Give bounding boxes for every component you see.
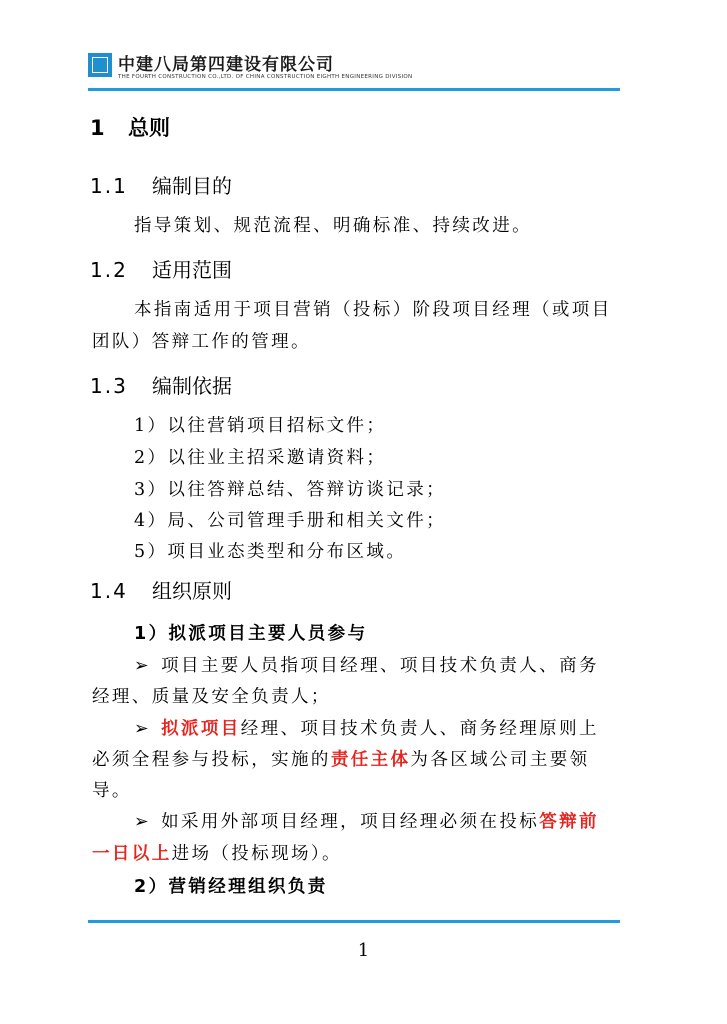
heading-number: 1.1 bbox=[90, 174, 128, 198]
list-item: 1）以往营销项目招标文件； bbox=[134, 416, 387, 436]
heading-title: 编制目的 bbox=[152, 174, 232, 198]
list-item: 2）以往业主招采邀请资料； bbox=[134, 448, 387, 468]
arrow-bullet-icon: ➢ bbox=[134, 812, 152, 832]
highlight-text: 答辩前 bbox=[539, 812, 599, 832]
heading-1-1 bbox=[90, 170, 232, 199]
section-title: 总则 bbox=[128, 116, 170, 140]
heading-1-2 bbox=[90, 254, 232, 283]
section-heading-1 bbox=[90, 112, 170, 142]
bullet-text: 为各区域公司主要领 bbox=[410, 750, 590, 770]
header-rule bbox=[88, 88, 620, 91]
bullet-text: 必须全程参与投标，实施的 bbox=[92, 750, 331, 770]
paragraph-line: 团队）答辩工作的管理。 bbox=[92, 332, 311, 352]
heading-title: 编制依据 bbox=[152, 374, 232, 398]
heading-title: 适用范围 bbox=[152, 258, 232, 282]
paragraph: 指导策划、规范流程、明确标准、持续改进。 bbox=[134, 216, 532, 236]
bullet-text: 如采用外部项目经理，项目经理必须在投标 bbox=[161, 812, 540, 832]
bullet-line bbox=[92, 746, 590, 771]
highlight-text: 责任主体 bbox=[330, 750, 411, 770]
bullet-text: 经理、项目技术负责人、商务经理原则上 bbox=[240, 719, 599, 739]
sub-heading: 1）拟派项目主要人员参与 bbox=[134, 624, 368, 644]
bullet-line bbox=[134, 808, 599, 833]
heading-1-4 bbox=[90, 575, 232, 604]
arrow-bullet-icon: ➢ bbox=[134, 719, 152, 739]
list-item: 5）项目业态类型和分布区域。 bbox=[134, 542, 407, 562]
bullet-line bbox=[134, 652, 599, 677]
list-item: 3）以往答辩总结、答辩访谈记录； bbox=[134, 480, 447, 500]
bullet-line: 经理、质量及安全负责人； bbox=[92, 687, 331, 707]
heading-number: 1.2 bbox=[90, 258, 128, 282]
arrow-bullet-icon: ➢ bbox=[134, 656, 152, 676]
company-name-english: THE FOURTH CONSTRUCTION CO.,LTD. OF CHINA CONSTRUCTION EIGHTH ENGINEERING DIVISION bbox=[118, 74, 413, 80]
page-header bbox=[88, 44, 636, 92]
page-number: 1 bbox=[357, 940, 370, 961]
bullet-line: 导。 bbox=[92, 781, 132, 801]
company-name: 中建八局第四建设有限公司 bbox=[118, 55, 334, 75]
list-item: 4）局、公司管理手册和相关文件； bbox=[134, 511, 447, 531]
sub-heading: 2）营销经理组织负责 bbox=[134, 877, 328, 897]
bullet-text: 项目主要人员指项目经理、项目技术负责人、商务 bbox=[161, 656, 599, 676]
section-number: 1 bbox=[90, 116, 105, 140]
bullet-line bbox=[134, 715, 599, 740]
company-logo-icon bbox=[88, 53, 112, 77]
paragraph-line: 本指南适用于项目营销（投标）阶段项目经理（或项目 bbox=[134, 300, 612, 320]
heading-1-3 bbox=[90, 370, 232, 399]
heading-title: 组织原则 bbox=[152, 579, 232, 603]
heading-number: 1.4 bbox=[90, 579, 128, 603]
bullet-line bbox=[92, 840, 342, 865]
highlight-text: 拟派项目 bbox=[161, 719, 241, 739]
highlight-text: 一日以上 bbox=[92, 844, 172, 864]
bullet-text: 进场（投标现场）。 bbox=[171, 844, 342, 864]
footer-rule bbox=[88, 920, 620, 923]
heading-number: 1.3 bbox=[90, 374, 128, 398]
